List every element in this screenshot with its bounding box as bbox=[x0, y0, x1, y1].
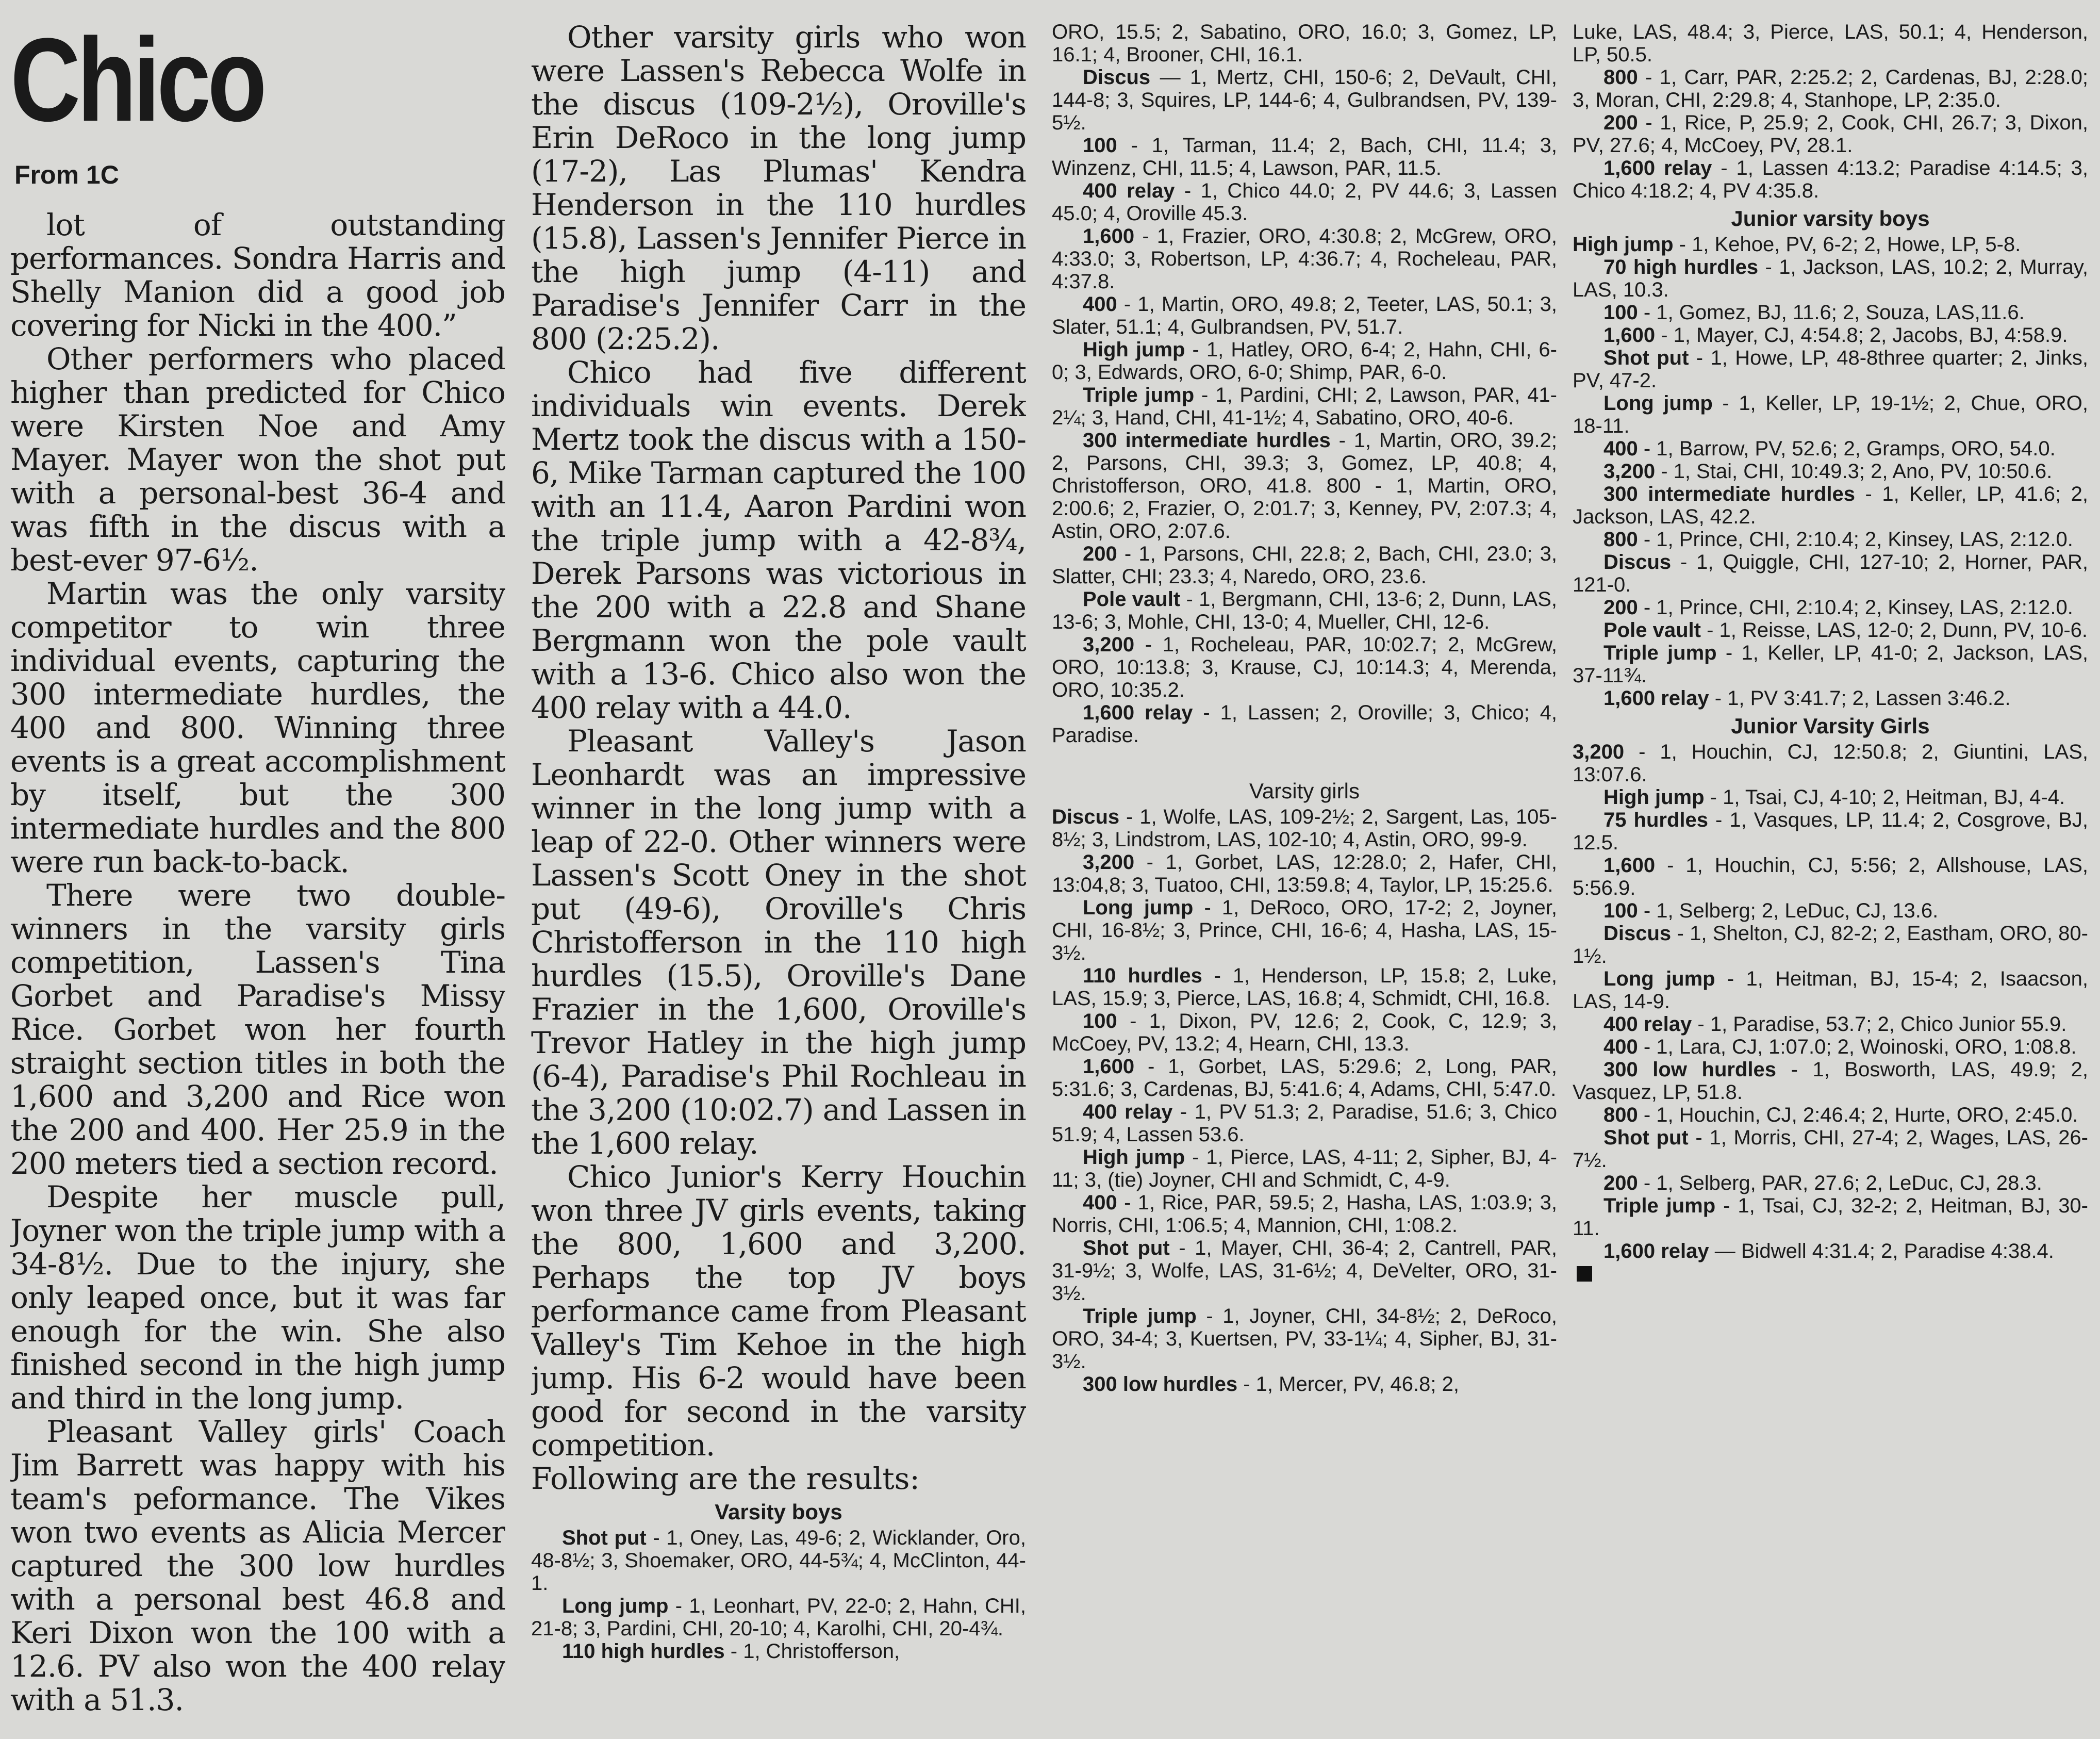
event-results: - 1, Houchin, CJ, 12:50.8; 2, Giuntini, LAS, 13:07.6. bbox=[1573, 741, 2088, 786]
event-results: - 1, Martin, ORO, 39.2; 2, Parsons, CHI, 39.3; 3, Gomez, LP, 40.8; 4, Christofferson, ORO, 41.8. 800 - 1, Martin, ORO, 2:00.6; 2, Frazier, O, 2:01.7; 3, Kenney, PV, 2:07.3; 4, Astin, ORO, 2:07.6. bbox=[1052, 429, 1557, 543]
event-name: 3,200 bbox=[1083, 633, 1135, 656]
result-entry bbox=[1573, 347, 2088, 392]
event-name: Shot put bbox=[1603, 1126, 1689, 1149]
result-entry bbox=[1573, 1104, 2088, 1126]
results-varsity-boys-b bbox=[1052, 21, 1557, 747]
event-results: - 1, Bergmann, CHI, 13-6; 2, Dunn, LAS, 13-6; 3, Mohle, CHI, 13-0; 4, Mueller, CHI, 12-6. bbox=[1052, 588, 1557, 633]
event-results: - 1, Prince, CHI, 2:10.4; 2, Kinsey, LAS, 2:12.0. bbox=[1638, 596, 2073, 619]
event-name: 300 low hurdles bbox=[1083, 1373, 1238, 1396]
results-col4 bbox=[1573, 21, 2088, 1285]
event-results: - 1, Gomez, BJ, 11.6; 2, Souza, LAS,11.6. bbox=[1638, 301, 2025, 324]
event-results: - 1, Houchin, CJ, 2:46.4; 2, Hurte, ORO, 2:45.0. bbox=[1638, 1104, 2078, 1126]
event-name: 200 bbox=[1603, 111, 1638, 134]
end-of-story-mark bbox=[1577, 1266, 1592, 1282]
result-entry bbox=[1052, 1101, 1557, 1146]
event-name: High jump bbox=[1083, 1146, 1185, 1169]
result-entry bbox=[1052, 964, 1557, 1010]
story-paragraph: Chico Junior's Kerry Houchin won three JV girls events, taking the 800, 1,600 and 3,200. Perhaps the top JV boys performance came from Pleasant Valley's Tim Kehoe in the high jump. His 6-2 would have been good for second in the varsity competition. bbox=[531, 1159, 1026, 1463]
event-results: - 1, Kehoe, PV, 6-2; 2, Howe, LP, 5-8. bbox=[1673, 233, 2021, 256]
event-name: 3,200 bbox=[1083, 851, 1135, 874]
story-paragraph: There were two double-winners in the varsity girls competition, Lassen's Tina Gorbet and Paradise's Missy Rice. Gorbet won her fourth straight section titles in both the 1,600 and 3,200 and Rice won the 200 and 400. Her 25.9 in the 200 meters tied a section record. bbox=[10, 878, 505, 1181]
event-results: - 1, Stai, CHI, 10:49.3; 2, Ano, PV, 10:50.6. bbox=[1655, 460, 2053, 483]
result-entry bbox=[1052, 384, 1557, 429]
result-entry bbox=[1573, 233, 2088, 256]
event-name: 3,200 bbox=[1573, 741, 1625, 763]
event-name: 400 bbox=[1083, 1191, 1117, 1214]
event-results: - 1, Chico 44.0; 2, PV 44.6; 3, Lassen 45.0; 4, Oroville 45.3. bbox=[1052, 179, 1557, 225]
result-entry bbox=[1573, 1194, 2088, 1240]
event-results: - 1, Heitman, BJ, 15-4; 2, Isaacson, LAS, 14-9. bbox=[1573, 967, 2088, 1013]
result-entry bbox=[1573, 1013, 2088, 1036]
event-results: - 1, Paradise, 53.7; 2, Chico Junior 55.9. bbox=[1692, 1013, 2067, 1036]
result-entry bbox=[1052, 293, 1557, 338]
result-entry bbox=[1052, 179, 1557, 225]
column-4 bbox=[1573, 21, 2088, 1728]
result-entry bbox=[531, 1595, 1026, 1640]
result-entry bbox=[1573, 528, 2088, 551]
event-results: - 1, Parsons, CHI, 22.8; 2, Bach, CHI, 23.0; 3, Slatter, CHI; 23.3; 4, Naredo, ORO, 23.6. bbox=[1052, 543, 1557, 588]
result-entry bbox=[1052, 21, 1557, 66]
event-name: High jump bbox=[1603, 786, 1705, 809]
story-paragraph: Other varsity girls who won were Lassen's Rebecca Wolfe in the discus (109-2½), Oroville's Erin DeRoco in the long jump (17-2), Las Plumas' Kendra Henderson in the 110 hurdles (15.8), Lassen's Jennifer Pierce in the high jump (4-11) and Paradise's Jennifer Carr in the 800 (2:25.2). bbox=[531, 21, 1026, 356]
result-entry bbox=[1573, 786, 2088, 809]
result-entry bbox=[1573, 1126, 2088, 1172]
event-results: — 1, Mertz, CHI, 150-6; 2, DeVault, CHI, 144-8; 3, Squires, LP, 144-6; 4, Gulbrandsen, PV, 139-5½. bbox=[1052, 66, 1557, 134]
story-body-col1 bbox=[10, 208, 505, 1717]
event-results: - 1, Barrow, PV, 52.6; 2, Gramps, ORO, 54.0. bbox=[1638, 437, 2056, 460]
event-results: - 1, Keller, LP, 19-1½; 2, Chue, ORO, 18-11. bbox=[1573, 392, 2088, 437]
event-name: 75 hurdles bbox=[1603, 809, 1708, 831]
event-name: 1,600 relay bbox=[1603, 1240, 1709, 1262]
result-entry bbox=[531, 1527, 1026, 1595]
result-entry bbox=[1052, 1237, 1557, 1305]
event-results: - 1, Carr, PAR, 2:25.2; 2, Cardenas, BJ, 2:28.0; 3, Moran, CHI, 2:29.8; 4, Stanhope, LP, 2:35.0. bbox=[1573, 66, 2088, 111]
headline: Chico bbox=[10, 21, 264, 146]
result-entry bbox=[1573, 619, 2088, 642]
event-results: - 1, DeRoco, ORO, 17-2; 2, Joyner, CHI, 16-8½; 3, Prince, CHI, 16-6; 4, Hasha, LAS, 15-3½. bbox=[1052, 896, 1557, 964]
event-name: 800 bbox=[1603, 528, 1638, 551]
event-name: Shot put bbox=[562, 1527, 647, 1549]
result-entry bbox=[1573, 483, 2088, 528]
result-entry bbox=[1573, 551, 2088, 596]
event-name: 1,600 bbox=[1603, 324, 1656, 347]
event-results: - 1, Reisse, LAS, 12-0; 2, Dunn, PV, 10-6. bbox=[1700, 619, 2088, 642]
event-results: - 1, PV 51.3; 2, Paradise, 51.6; 3, Chico 51.9; 4, Lassen 53.6. bbox=[1052, 1101, 1557, 1146]
results-jv-boys bbox=[1573, 233, 2088, 710]
section-heading-varsity-boys: Varsity boys bbox=[715, 1500, 842, 1524]
results-varsity-boys-a bbox=[531, 1527, 1026, 1663]
result-entry bbox=[1573, 899, 2088, 922]
event-results: - 1, Oney, Las, 49-6; 2, Wicklander, Oro, 48-8½; 3, Shoemaker, ORO, 44-5¾; 4, McClinton, 44-1. bbox=[531, 1527, 1026, 1595]
event-name: 300 low hurdles bbox=[1603, 1058, 1777, 1081]
story-paragraph: Pleasant Valley's Jason Leonhardt was an impressive winner in the long jump with a leap of 22-0. Other winners were Lassen's Scott Oney in the shot put (49-6), Oroville's Chris Christofferson in the 110 high hurdles (15.5), Oroville's Dane Frazier in the 1,600, Oroville's Trevor Hatley in the high jump (6-4), Paradise's Phil Rochleau in the 3,200 (10:02.7) and Lassen in the 1,600 relay. bbox=[531, 724, 1026, 1161]
event-name: 100 bbox=[1603, 301, 1638, 324]
event-results: - 1, Gorbet, LAS, 12:28.0; 2, Hafer, CHI, 13:04,8; 3, Tuatoo, CHI, 13:59.8; 4, Taylor, LP, 15:25.6. bbox=[1052, 851, 1557, 896]
results-intro: Following are the results: bbox=[531, 1461, 920, 1496]
section-heading-varsity-girls: Varsity girls bbox=[1249, 779, 1360, 803]
event-name: Triple jump bbox=[1083, 1305, 1197, 1327]
section-heading-jv-boys: Junior varsity boys bbox=[1731, 206, 1930, 231]
event-name: 400 relay bbox=[1083, 179, 1175, 202]
story-paragraph: Despite her muscle pull, Joyner won the triple jump with a 34-8½. Due to the injury, she only leaped once, but it was far enough for the win. She also finished second in the high jump and third in the long jump. bbox=[10, 1179, 505, 1416]
result-entry bbox=[1573, 111, 2088, 157]
event-results: ORO, 15.5; 2, Sabatino, ORO, 16.0; 3, Gomez, LP, 16.1; 4, Brooner, CHI, 16.1. bbox=[1052, 21, 1557, 66]
event-name: Pole vault bbox=[1603, 619, 1701, 642]
event-name: 1,600 relay bbox=[1603, 157, 1712, 179]
event-results: - 1, Wolfe, LAS, 109-2½; 2, Sargent, Las, 105-8½; 3, Lindstrom, LAS, 102-10; 4, Astin, ORO, 99-9. bbox=[1052, 806, 1557, 851]
event-name: Discus bbox=[1603, 551, 1672, 573]
result-entry bbox=[1052, 701, 1557, 747]
results-varsity-girls bbox=[1052, 806, 1557, 1396]
event-results: - 1, Tsai, CJ, 4-10; 2, Heitman, BJ, 4-4. bbox=[1704, 786, 2065, 809]
event-results: - 1, Lassen 4:13.2; Paradise 4:14.5; 3, Chico 4:18.2; 4, PV 4:35.8. bbox=[1573, 157, 2088, 202]
result-entry bbox=[1052, 851, 1557, 896]
result-entry bbox=[1052, 1146, 1557, 1191]
column-1 bbox=[10, 21, 505, 1728]
result-entry bbox=[1573, 809, 2088, 854]
event-results: - 1, Frazier, ORO, 4:30.8; 2, McGrew, ORO, 4:33.0; 3, Robertson, LP, 4:36.7; 4, Rocheleau, PAR, 4:37.8. bbox=[1052, 225, 1557, 293]
result-entry bbox=[1573, 1036, 2088, 1058]
event-results: - 1, Gorbet, LAS, 5:29.6; 2, Long, PAR, 5:31.6; 3, Cardenas, BJ, 5:41.6; 4, Adams, CHI, 5:47.0. bbox=[1052, 1055, 1557, 1101]
result-entry bbox=[1573, 854, 2088, 899]
event-results: - 1, Vasques, LP, 11.4; 2, Cosgrove, BJ, 12.5. bbox=[1573, 809, 2088, 854]
event-results: - 1, Prince, CHI, 2:10.4; 2, Kinsey, LAS, 2:12.0. bbox=[1638, 528, 2073, 551]
event-name: 800 bbox=[1603, 66, 1638, 89]
result-entry bbox=[1573, 1240, 2088, 1262]
event-results: - 1, Mayer, CJ, 4:54.8; 2, Jacobs, BJ, 4:58.9. bbox=[1655, 324, 2068, 347]
event-results: - 1, PV 3:41.7; 2, Lassen 3:46.2. bbox=[1709, 687, 2011, 710]
jump-line: From 1C bbox=[14, 160, 119, 189]
event-name: 400 bbox=[1603, 1036, 1638, 1058]
result-entry bbox=[1573, 596, 2088, 619]
event-name: 400 relay bbox=[1083, 1101, 1173, 1123]
story-paragraph: Pleasant Valley girls' Coach Jim Barrett was happy with his team's peformance. The Vikes won two events as Alicia Mercer captured the 300 low hurdles with a personal best 46.8 and Keri Dixon won the 100 with a 12.6. PV also won the 400 relay with a 51.3. bbox=[10, 1414, 505, 1717]
event-results: - 1, Howe, LP, 48-8three quarter; 2, Jinks, PV, 47-2. bbox=[1573, 347, 2088, 392]
event-name: 1,600 bbox=[1603, 854, 1656, 877]
event-name: 300 intermediate hurdles bbox=[1083, 429, 1331, 452]
event-name: 100 bbox=[1083, 1010, 1117, 1032]
event-name: 110 high hurdles bbox=[562, 1640, 725, 1663]
event-name: Discus bbox=[1052, 806, 1120, 828]
event-results: - 1, Houchin, CJ, 5:56; 2, Allshouse, LAS, 5:56.9. bbox=[1573, 854, 2088, 899]
event-results: - 1, Keller, LP, 41-0; 2, Jackson, LAS, 37-11¾. bbox=[1573, 642, 2088, 687]
event-name: Shot put bbox=[1083, 1237, 1170, 1259]
event-results: - 1, Joyner, CHI, 34-8½; 2, DeRoco, ORO, 34-4; 3, Kuertsen, PV, 33-1¼; 4, Sipher, BJ, 31-3½. bbox=[1052, 1305, 1557, 1373]
event-name: Discus bbox=[1603, 922, 1672, 945]
story-paragraph: Chico had five different individuals win events. Derek Mertz took the discus with a 150-6, Mike Tarman captured the 100 with an 11.4, Aaron Pardini won the triple jump with a 42-8¾, Derek Parsons was victorious in the 200 with a 22.8 and Shane Bergmann won the pole vault with a 13-6. Chico also won the 400 relay with a 44.0. bbox=[531, 355, 1026, 725]
event-results: - 1, Lassen; 2, Oroville; 3, Chico; 4, Paradise. bbox=[1052, 701, 1557, 747]
event-name: 1,600 relay bbox=[1603, 687, 1709, 710]
event-results: - 1, Shelton, CJ, 82-2; 2, Eastham, ORO, 80-1½. bbox=[1573, 922, 2088, 967]
result-entry bbox=[1052, 806, 1557, 851]
result-entry bbox=[1573, 642, 2088, 687]
event-results: - 1, Rocheleau, PAR, 10:02.7; 2, McGrew, ORO, 10:13.8; 3, Krause, CJ, 10:14.3; 4, Merenda, ORO, 10:35.2. bbox=[1052, 633, 1557, 701]
column-2 bbox=[531, 21, 1026, 1728]
event-name: Long jump bbox=[1083, 896, 1194, 919]
story-body-col2 bbox=[531, 21, 1026, 1462]
result-entry bbox=[1573, 437, 2088, 460]
result-entry bbox=[1573, 1058, 2088, 1104]
event-name: 1,600 bbox=[1083, 1055, 1135, 1078]
event-name: Triple jump bbox=[1083, 384, 1195, 406]
result-entry bbox=[1052, 633, 1557, 701]
event-name: 3,200 bbox=[1603, 460, 1656, 483]
event-name: 200 bbox=[1603, 596, 1638, 619]
event-results: - 1, Hatley, ORO, 6-4; 2, Hahn, CHI, 6-0; 3, Edwards, ORO, 6-0; Shimp, PAR, 6-0. bbox=[1052, 338, 1557, 384]
result-entry bbox=[1573, 687, 2088, 710]
results-col3 bbox=[1052, 21, 1557, 1396]
event-results: - 1, Rice, PAR, 59.5; 2, Hasha, LAS, 1:03.9; 3, Norris, CHI, 1:06.5; 4, Mannion, CHI, 1:08.2. bbox=[1052, 1191, 1557, 1237]
event-results: - 1, Christofferson, bbox=[724, 1640, 900, 1663]
event-name: Triple jump bbox=[1603, 642, 1717, 664]
result-entry bbox=[1573, 741, 2088, 786]
event-name: 1,600 bbox=[1083, 225, 1135, 248]
event-name: 800 bbox=[1603, 1104, 1638, 1126]
event-results: - 1, Henderson, LP, 15.8; 2, Luke, LAS, 15.9; 3, Pierce, LAS, 16.8; 4, Schmidt, CHI, 16.8. bbox=[1052, 964, 1557, 1010]
event-results: - 1, Tarman, 11.4; 2, Bach, CHI, 11.4; 3, Winzenz, CHI, 11.5; 4, Lawson, PAR, 11.5. bbox=[1052, 134, 1557, 179]
event-results: - 1, Pierce, LAS, 4-11; 2, Sipher, BJ, 4-11; 3, (tie) Joyner, CHI and Schmidt, C, 4-9. bbox=[1052, 1146, 1557, 1191]
event-name: 70 high hurdles bbox=[1603, 256, 1759, 278]
event-results: - 1, Rice, P, 25.9; 2, Cook, CHI, 26.7; 3, Dixon, PV, 27.6; 4, McCoey, PV, 28.1. bbox=[1573, 111, 2088, 157]
event-results: - 1, Selberg; 2, LeDuc, CJ, 13.6. bbox=[1638, 899, 1939, 922]
section-heading-jv-girls: Junior Varsity Girls bbox=[1731, 714, 1930, 738]
result-entry bbox=[1052, 429, 1557, 543]
event-results: - 1, Mercer, PV, 46.8; 2, bbox=[1237, 1373, 1459, 1396]
result-entry bbox=[1573, 256, 2088, 301]
event-name: 400 relay bbox=[1603, 1013, 1692, 1036]
story-paragraph: Other performers who placed higher than predicted for Chico were Kirsten Noe and Amy Mayer. Mayer won the shot put with a personal-best 36-4 and was fifth in the discus with a best-ever 97-6½. bbox=[10, 341, 505, 578]
event-results: - 1, Keller, LP, 41.6; 2, Jackson, LAS, 42.2. bbox=[1573, 483, 2088, 528]
event-results: - 1, Bosworth, LAS, 49.9; 2, Vasquez, LP, 51.8. bbox=[1573, 1058, 2088, 1104]
event-results: - 1, Quiggle, CHI, 127-10; 2, Horner, PAR, 121-0. bbox=[1573, 551, 2088, 596]
result-entry bbox=[1052, 588, 1557, 633]
result-entry bbox=[1052, 896, 1557, 964]
event-name: 100 bbox=[1083, 134, 1117, 157]
story-paragraph: lot of outstanding performances. Sondra Harris and Shelly Manion did a good job covering for Nicki in the 400.” bbox=[10, 207, 505, 343]
event-results: - 1, Selberg, PAR, 27.6; 2, LeDuc, CJ, 28.3. bbox=[1638, 1172, 2042, 1194]
event-name: 200 bbox=[1083, 543, 1117, 565]
column-3 bbox=[1052, 21, 1557, 1728]
result-entry bbox=[1573, 922, 2088, 967]
results-jv-girls bbox=[1573, 741, 2088, 1262]
story-paragraph: Martin was the only varsity competitor to win three individual events, capturing the 300 intermediate hurdles, the 400 and 800. Winning three events is a great accomplishment by itself, but the 300 intermediate hurdles and the 800 were run back-to-back. bbox=[10, 576, 505, 879]
event-name: Shot put bbox=[1603, 347, 1689, 369]
event-results: - 1, Tsai, CJ, 32-2; 2, Heitman, BJ, 30-11. bbox=[1573, 1194, 2088, 1240]
event-name: 400 bbox=[1603, 437, 1638, 460]
result-entry bbox=[1573, 460, 2088, 483]
event-results: - 1, Martin, ORO, 49.8; 2, Teeter, LAS, 50.1; 3, Slater, 51.1; 4, Gulbrandsen, PV, 51.7. bbox=[1052, 293, 1557, 338]
result-entry bbox=[1052, 543, 1557, 588]
result-entry bbox=[1573, 301, 2088, 324]
event-results: Luke, LAS, 48.4; 3, Pierce, LAS, 50.1; 4, Henderson, LP, 50.5. bbox=[1573, 21, 2088, 66]
event-name: High jump bbox=[1083, 338, 1185, 361]
result-entry bbox=[1052, 1305, 1557, 1373]
event-name: Long jump bbox=[562, 1595, 669, 1617]
result-entry bbox=[1052, 134, 1557, 179]
result-entry bbox=[1573, 21, 2088, 66]
event-name: 200 bbox=[1603, 1172, 1638, 1194]
result-entry bbox=[531, 1640, 1026, 1663]
result-entry bbox=[1052, 1055, 1557, 1101]
result-entry bbox=[1573, 324, 2088, 347]
event-name: 100 bbox=[1603, 899, 1638, 922]
result-entry bbox=[1573, 392, 2088, 437]
event-name: 300 intermediate hurdles bbox=[1603, 483, 1856, 505]
result-entry bbox=[1573, 157, 2088, 202]
event-name: Triple jump bbox=[1603, 1194, 1716, 1217]
event-results: - 1, Jackson, LAS, 10.2; 2, Murray, LAS, 10.3. bbox=[1573, 256, 2088, 301]
result-entry bbox=[1052, 1010, 1557, 1055]
event-results: - 1, Pardini, CHI; 2, Lawson, PAR, 41-2¼; 3, Hand, CHI, 41-1½; 4, Sabatino, ORO, 40-6. bbox=[1052, 384, 1557, 429]
event-results: — Bidwell 4:31.4; 2, Paradise 4:38.4. bbox=[1709, 1240, 2054, 1262]
event-name: 400 bbox=[1083, 293, 1117, 316]
event-name: Long jump bbox=[1603, 967, 1715, 990]
result-entry bbox=[1052, 1373, 1557, 1396]
event-name: Long jump bbox=[1603, 392, 1713, 415]
event-results: - 1, Mayer, CHI, 36-4; 2, Cantrell, PAR, 31-9½; 3, Wolfe, LAS, 31-6½; 4, DeVelter, ORO, 31-3½. bbox=[1052, 1237, 1557, 1305]
result-entry bbox=[1052, 225, 1557, 293]
event-name: 1,600 relay bbox=[1083, 701, 1193, 724]
result-entry bbox=[1052, 338, 1557, 384]
result-entry bbox=[1052, 1191, 1557, 1237]
event-results: - 1, Dixon, PV, 12.6; 2, Cook, C, 12.9; 3, McCoey, PV, 13.2; 4, Hearn, CHI, 13.3. bbox=[1052, 1010, 1557, 1055]
result-entry bbox=[1573, 1172, 2088, 1194]
event-name: Discus bbox=[1083, 66, 1151, 89]
event-name: 110 hurdles bbox=[1083, 964, 1202, 987]
result-entry bbox=[1573, 967, 2088, 1013]
event-results: - 1, Leonhart, PV, 22-0; 2, Hahn, CHI, 21-8; 3, Pardini, CHI, 20-10; 4, Karolhi, CHI, 20-4¾. bbox=[531, 1595, 1026, 1640]
event-name: Pole vault bbox=[1083, 588, 1181, 611]
event-results: - 1, Lara, CJ, 1:07.0; 2, Woinoski, ORO, 1:08.8. bbox=[1638, 1036, 2077, 1058]
event-name: High jump bbox=[1573, 233, 1674, 256]
results-varsity-girls-cont bbox=[1573, 21, 2088, 202]
result-entry bbox=[1573, 66, 2088, 111]
result-entry bbox=[1052, 66, 1557, 134]
event-results: - 1, Morris, CHI, 27-4; 2, Wages, LAS, 26-7½. bbox=[1573, 1126, 2088, 1172]
results-col2 bbox=[531, 1499, 1026, 1663]
